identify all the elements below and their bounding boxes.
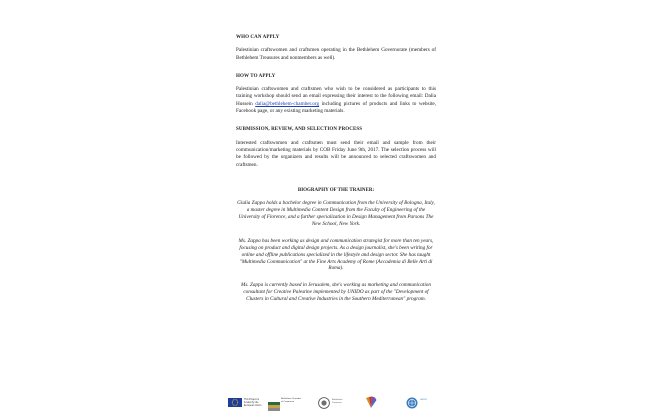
document-body bbox=[236, 34, 436, 313]
biography-paragraph: Ms. Zappa has been working as design and communication strategist for more than ten years, focusing on product and digital design projects. As a design journalist, she's been writing for online and offline publications specialized in the lifestyle and design sector. She has taught "Multimedia Communication" at the Fine Arts Academy of Rome (Accademia di Belle Arti di Roma). bbox=[238, 237, 434, 272]
email-link[interactable]: dalia@bethlehem-chamber.org bbox=[255, 100, 320, 107]
section-text-part: including pictures of products and links to website, Facebook page, or any existing marketing materials. bbox=[236, 100, 436, 115]
section-heading: WHO CAN APPLY bbox=[236, 35, 280, 40]
eu-caption: This Project is funded by the European Union bbox=[244, 398, 262, 407]
chamber-logo-icon bbox=[268, 398, 280, 407]
section-text: Palestinian craftswomen and craftsmen operating in the Bethlehem Governorate (members of Bethlehem Treasures and nonmembers as well). bbox=[236, 47, 436, 61]
chamber-caption: Bethlehem Chamber of Commerce bbox=[281, 398, 302, 403]
treasures-caption: Bethlehem Treasures bbox=[332, 399, 343, 404]
unido-caption: UNIDO bbox=[420, 399, 428, 401]
biography-paragraph: Ms. Zappa is currently based in Jerusalem, she's working as marketing and communication consultant for Creative Palestine implemented by UNIDO as part of the "Development of Clusters in Cultural and Creative Industries in the Southern Mediterranean" program. bbox=[241, 282, 431, 303]
section-heading: HOW TO APPLY bbox=[236, 73, 276, 79]
eu-flag-icon bbox=[228, 398, 242, 407]
biography-paragraph: Giulia Zappa holds a bachelor degree in Communication from the University of Bologna, Italy, a master degree in Multimedia Content Design from the Faculty of Engineering of the University of Florence, and a further specialization in Design Management from Parsons The New School, New York. bbox=[237, 200, 435, 227]
section-text bbox=[236, 86, 436, 115]
section-heading: SUBMISSION, REVIEW, AND SELECTION PROCESS bbox=[236, 127, 363, 133]
footer-logos bbox=[228, 392, 438, 412]
section-text: Interested craftswomen and craftsmen must send their email and sample from their communication/marketing materials by COB Friday June 9th, 2017. The selection process will be followed by the organizers and results will be announced to selected craftswomen and craftsmen. bbox=[236, 139, 436, 168]
section-how-to-apply bbox=[236, 73, 436, 115]
section-text-part: Palestinian craftswomen and craftsmen who wish to be considered as participants to this training workshop should send an email expressing their interest to the following email: Dalia Hussein bbox=[236, 86, 436, 107]
section-submission bbox=[236, 126, 436, 168]
treasures-logo-icon bbox=[318, 396, 330, 408]
biography-title: BIOGRAPHY OF THE TRAINER: bbox=[297, 187, 375, 193]
creative-palestine-logo-icon bbox=[364, 395, 378, 409]
biography-section bbox=[236, 187, 436, 303]
section-who-can-apply bbox=[236, 34, 436, 62]
un-emblem-icon bbox=[406, 396, 418, 408]
